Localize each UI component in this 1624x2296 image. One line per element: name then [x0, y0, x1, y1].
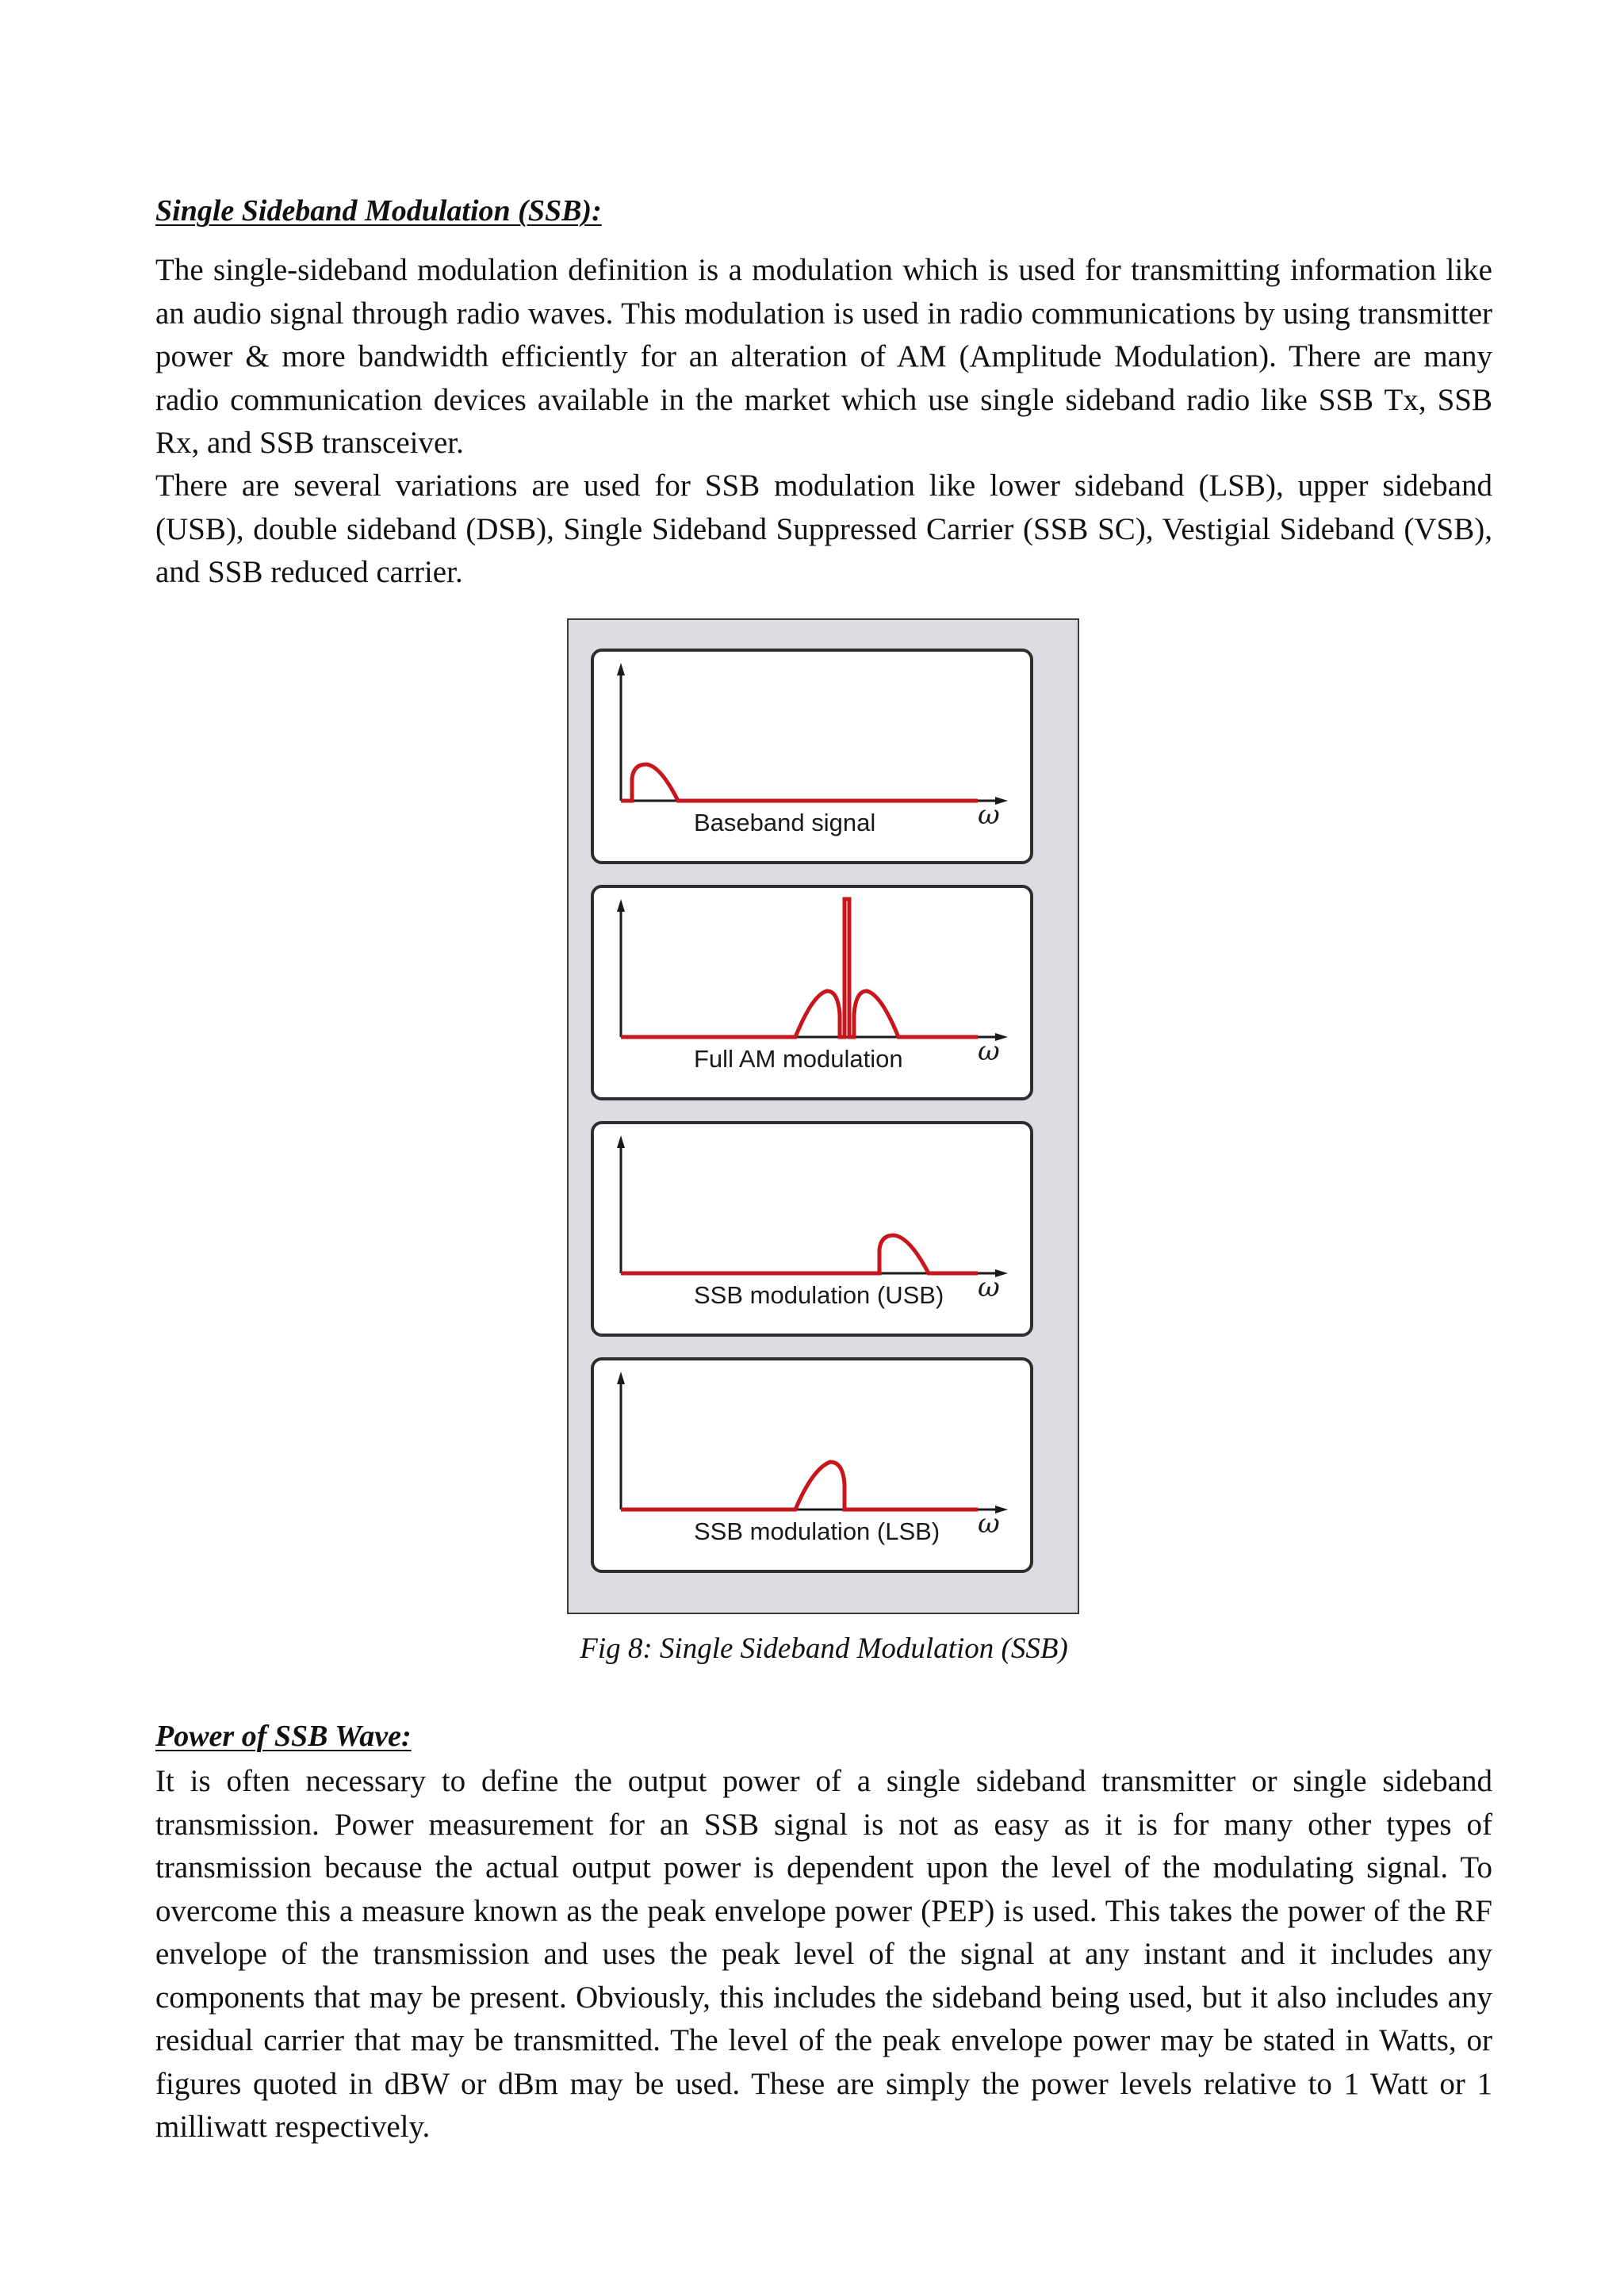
- y-axis-arrow: [617, 663, 625, 675]
- omega-symbol: ω: [978, 1035, 1000, 1067]
- panel-label-baseband: Baseband signal: [694, 809, 876, 836]
- panel-label-usb: SSB modulation (USB): [694, 1281, 944, 1309]
- heading-colon: :: [592, 194, 602, 228]
- y-axis-arrow: [617, 1135, 625, 1148]
- panel-usb: [591, 1121, 1033, 1337]
- y-axis-arrow: [617, 1372, 625, 1384]
- y-axis-arrow: [617, 899, 625, 912]
- ssb-power-paragraph: It is often necessary to define the output power of a single sideband transmitter or single sideband transmission. Power measurement for an SSB signal is not as easy as it is for many other types of transmission because the actual output power is dependent upon the level of the modulating signal. To overcome this a measure known as the peak envelope power (PEP) is used. This takes the power of the RF envelope of the transmission and uses the peak level of the signal at any instant and it includes any components that may be present. Obviously, this includes the sideband being used, but it also includes any residual carrier that may be transmitted. The level of the peak envelope power may be stated in Watts, or figures quoted in dBW or dBm may be used. These are simply the power levels relative to 1 Watt or 1 milliwatt respectively.: [155, 1764, 1492, 2144]
- section-heading-power: [155, 1719, 412, 1754]
- baseband-trace: [621, 764, 978, 801]
- panel-baseband: [591, 649, 1033, 864]
- ssb-figure: [567, 618, 1079, 1614]
- panel-label-lsb: SSB modulation (LSB): [694, 1517, 940, 1545]
- heading-colon: :: [401, 1720, 412, 1753]
- full-am-trace: [621, 899, 978, 1037]
- lsb-trace: [621, 1462, 978, 1510]
- omega-symbol: ω: [978, 799, 1000, 831]
- usb-trace: [621, 1235, 978, 1273]
- ssb-definition-paragraph: The single-sideband modulation definition is a modulation which is used for transmitting information like an audio signal through radio waves. This modulation is used in radio communications by using transmitter power & more bandwidth efficiently for an alteration of AM (Amplitude Modulation). There are many radio communication devices available in the market which use single sideband radio like SSB Tx, SSB Rx, and SSB transceiver.: [155, 253, 1492, 460]
- panel-full-am: [591, 885, 1033, 1100]
- section-heading-power-text: Power of SSB Wave: [155, 1720, 401, 1753]
- omega-symbol: ω: [978, 1272, 1000, 1303]
- panel-label-full-am: Full AM modulation: [694, 1045, 903, 1073]
- figure-caption: Fig 8: Single Sideband Modulation (SSB): [580, 1632, 1068, 1665]
- section-heading-ssb: [155, 193, 602, 228]
- omega-symbol: ω: [978, 1508, 1000, 1540]
- ssb-variations-paragraph: There are several variations are used for SSB modulation like lower sideband (LSB), upper sideband (USB), double sideband (DSB), Single Sideband Suppressed Carrier (SSB SC), Vestigial Sideband (VSB), and SSB reduced carrier.: [155, 469, 1492, 589]
- section-heading-ssb-text: Single Sideband Modulation (SSB): [155, 194, 592, 228]
- panel-lsb: [591, 1357, 1033, 1573]
